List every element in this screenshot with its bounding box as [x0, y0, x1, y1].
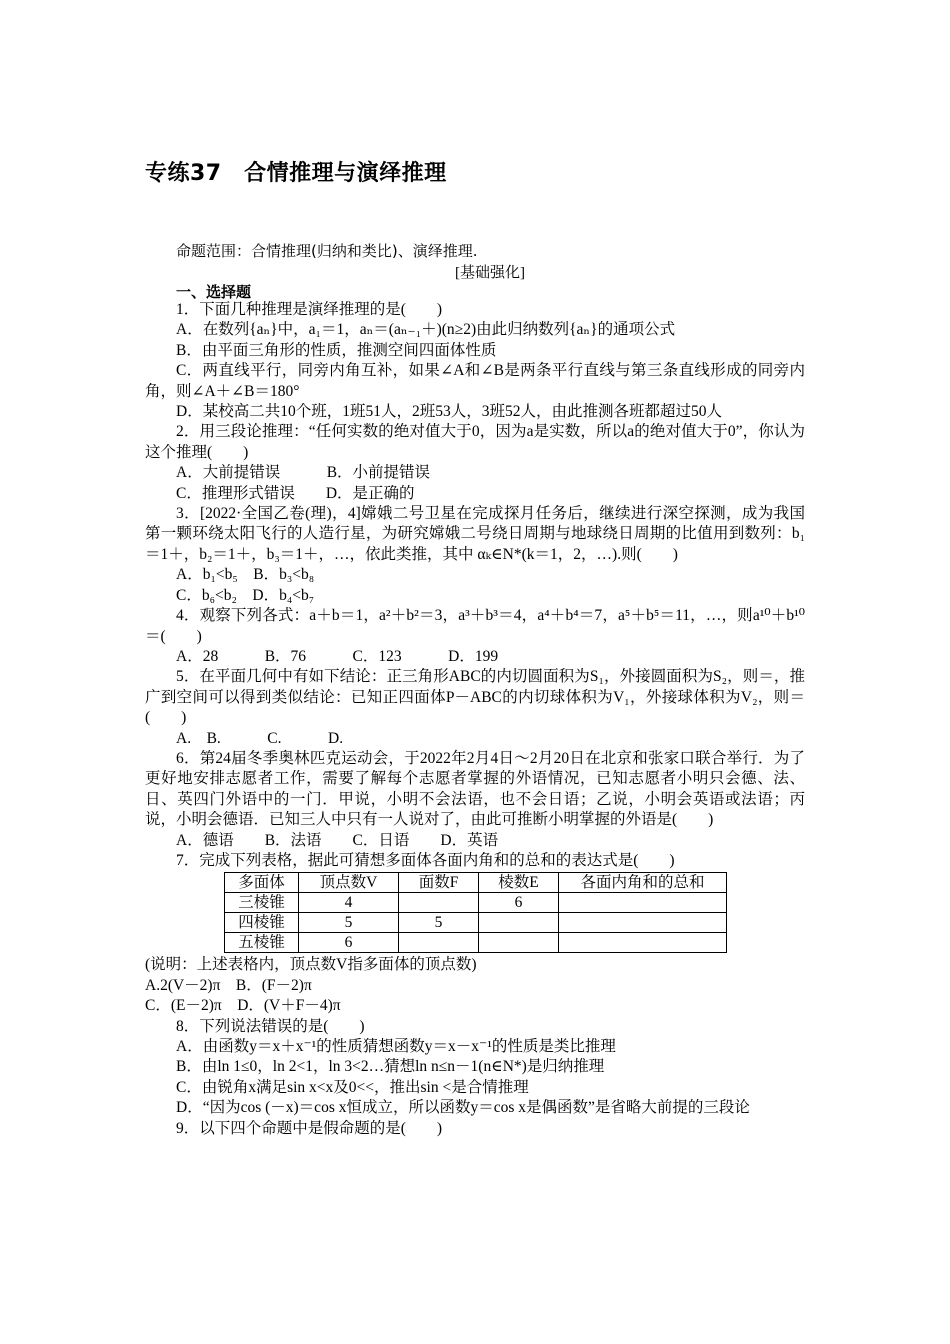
q8-option-c: C．由锐角x满足sin x<x及0<<，推出sin <是合情推理: [176, 1078, 529, 1096]
table-row: [225, 893, 727, 913]
q3-options-row1: A．b₁<b₅ B．b₃<b₈: [176, 566, 315, 584]
q1-option-b: B．由平面三角形的性质，推测空间四面体性质: [176, 341, 497, 359]
q5-options: A. B. C. D.: [176, 729, 344, 747]
q8-option-b: B．由ln 1≤0，ln 2<1，ln 3<2…猜想ln n≤n－1(n∈N*)是归纳推理: [176, 1058, 605, 1076]
table-cell: [559, 893, 727, 913]
table-header: 棱数E: [479, 873, 559, 893]
table-cell: [559, 933, 727, 953]
q2-options-row2: C．推理形式错误 D．是正确的: [176, 484, 415, 502]
q5-stem: 5．在平面几何中有如下结论：正三角形ABC的内切圆面积为S₁，外接圆面积为S₂，则＝，推广到空间可以得到类似结论：已知正四面体P－ABC的内切球体积为V₁，外接球体积为V₂，则＝( ): [145, 668, 805, 727]
q9-stem: 9．以下四个命题中是假命题的是( ): [176, 1119, 443, 1137]
table-cell: [559, 913, 727, 933]
section-tag: [基础强化]: [455, 265, 525, 281]
table-header: 多面体: [225, 873, 299, 893]
questions: [145, 300, 805, 1139]
q4-stem: 4．观察下列各式：a＋b＝1，a²＋b²＝3，a³＋b³＝4，a⁴＋b⁴＝7，a⁵＋b⁵＝11，…，则a¹⁰＋b¹⁰＝( ): [145, 607, 805, 645]
table-cell: 5: [399, 913, 479, 933]
q1-option-a: A．在数列{aₙ}中，a₁＝1，aₙ＝(aₙ₋₁＋)(n≥2)由此归纳数列{aₙ}的通项公式: [176, 321, 676, 339]
table-cell: 5: [299, 913, 399, 933]
table-row: [225, 933, 727, 953]
table-cell: 三棱锥: [225, 893, 299, 913]
q8-stem: 8．下列说法错误的是( ): [176, 1017, 365, 1035]
q2-options-row1: A．大前提错误 B．小前提错误: [176, 464, 431, 482]
table-cell: [479, 913, 559, 933]
q3-options-row2: C．b₆<b₂ D．b₄<b₇: [176, 586, 315, 604]
table-cell: 四棱锥: [225, 913, 299, 933]
scope-line: 命题范围：合情推理(归纳和类比)、演绎推理.: [176, 242, 478, 260]
table-header-row: [225, 873, 727, 893]
polyhedron-table: [224, 872, 727, 953]
q6-options: A．德语 B．法语 C．日语 D．英语: [176, 831, 499, 849]
table-cell: 6: [299, 933, 399, 953]
q2-stem: 2．用三段论推理：“任何实数的绝对值大于0，因为a是实数，所以a的绝对值大于0”，你认为这个推理( ): [145, 423, 805, 461]
q1-stem: 1．下面几种推理是演绎推理的是( ): [176, 301, 443, 318]
table-row: [225, 913, 727, 933]
table-header: 顶点数V: [299, 873, 399, 893]
table-cell: [479, 933, 559, 953]
q1-option-d: D．某校高二共10个班，1班51人，2班53人，3班52人，由此推测各班都超过50人: [176, 403, 722, 421]
q8-option-d: D．“因为cos (－x)＝cos x恒成立，所以函数y＝cos x是偶函数”是省略大前提的三段论: [176, 1099, 750, 1117]
table-cell: 6: [479, 893, 559, 913]
q7-options-row2: C．(E－2)π D．(V＋F－4)π: [145, 997, 341, 1015]
section-heading: 一、选择题: [176, 283, 252, 301]
q1-option-c: C．两直线平行，同旁内角互补，如果∠A和∠B是两条平行直线与第三条直线形成的同旁内角，则∠A＋∠B＝180°: [145, 362, 805, 400]
q7-stem: 7．完成下列表格，据此可猜想多面体各面内角和的总和的表达式是( ): [176, 851, 675, 869]
q7-options-row1: A.2(V－2)π B．(F－2)π: [145, 976, 312, 994]
page-title: 专练37 合情推理与演绎推理: [145, 161, 447, 186]
table-header: 各面内角和的总和: [559, 873, 727, 893]
table-header: 面数F: [399, 873, 479, 893]
q7-note: (说明：上述表格内，顶点数V指多面体的顶点数): [145, 956, 477, 974]
q8-option-a: A．由函数y＝x＋x⁻¹的性质猜想函数y＝x－x⁻¹的性质是类比推理: [176, 1038, 616, 1055]
table-cell: 4: [299, 893, 399, 913]
table-cell: [399, 893, 479, 913]
q6-stem: 6．第24届冬季奥林匹克运动会，于2022年2月4日～2月20日在北京和张家口联合举行．为了更好地安排志愿者工作，需要了解每个志愿者掌握的外语情况，已知志愿者小明只会德、法、日、英四门外语中的一门．甲说，小明不会法语，也不会日语；乙说，小明会英语或法语；丙说，小明会德语．已知三人中只有一人说对了，由此可推断小明掌握的外语是( ): [145, 749, 805, 829]
q3-stem: 3．[2022·全国乙卷(理)，4]嫦娥二号卫星在完成探月任务后，继续进行深空探测，成为我国第一颗环绕太阳飞行的人造行星，为研究嫦娥二号绕日周期与地球绕日周期的比值用到数列：b₁＝1＋，b₂＝1＋，b₃＝1＋，…，依此类推，其中 αₖ∈N*(k＝1，2，…).则( ): [145, 505, 805, 563]
q4-options: A．28 B．76 C．123 D．199: [176, 647, 499, 665]
table-cell: 五棱锥: [225, 933, 299, 953]
table-cell: [399, 933, 479, 953]
